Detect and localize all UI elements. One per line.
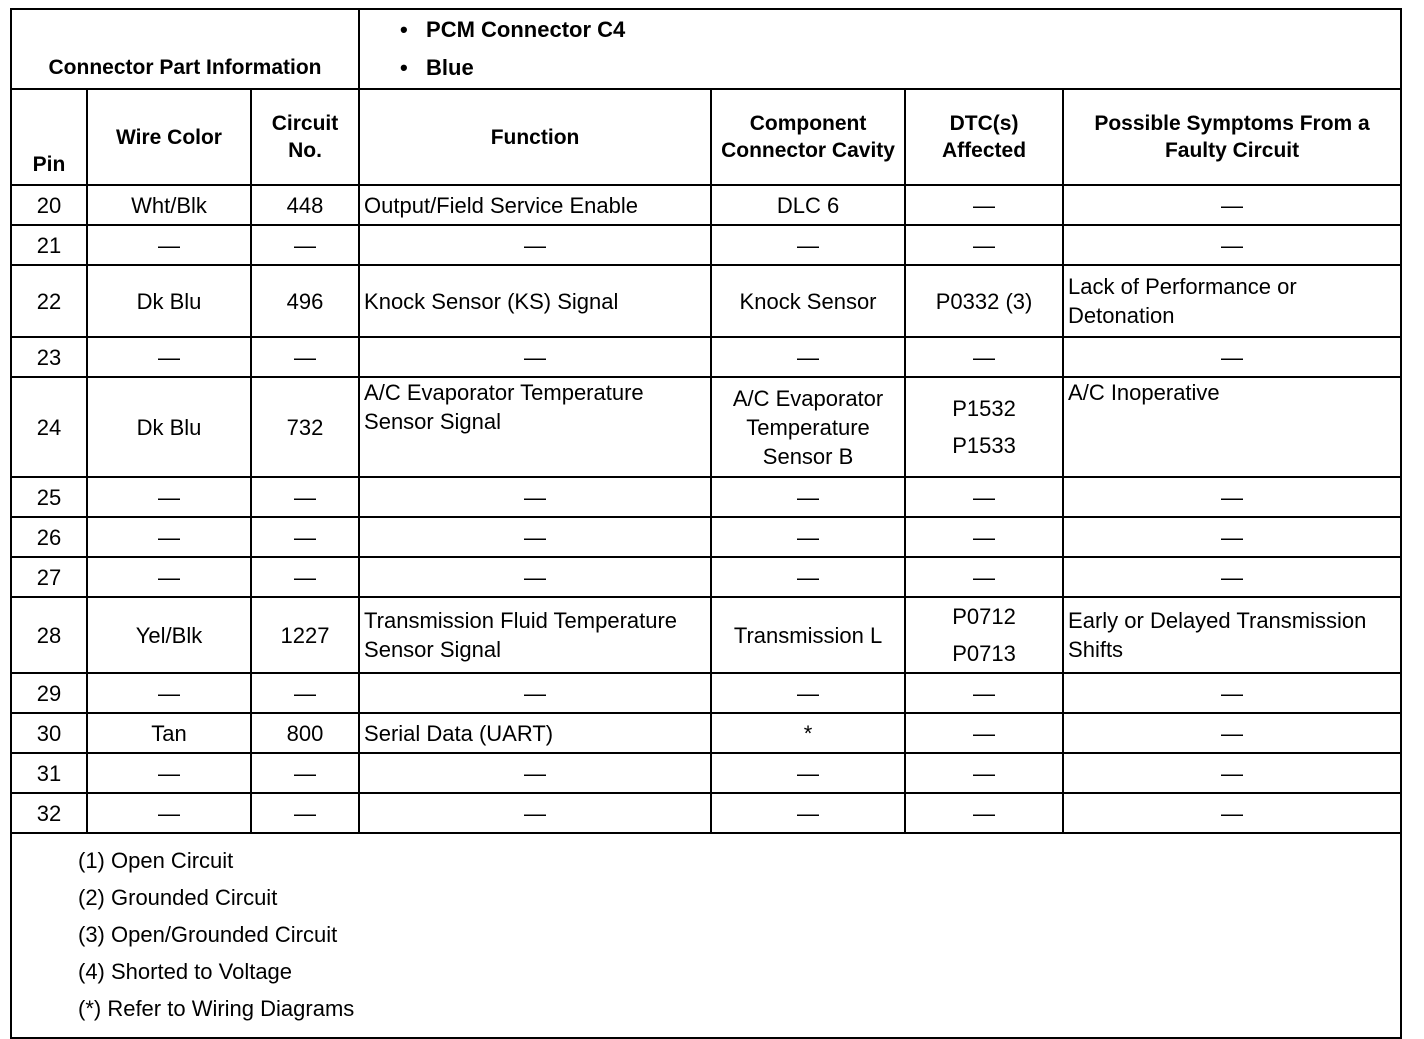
circuit-cell: — <box>251 477 359 517</box>
dtc-code: — <box>973 524 996 550</box>
dtc-code: P0713 <box>952 641 1016 666</box>
table-row <box>11 337 1401 377</box>
symptom-cell: — <box>1063 225 1401 265</box>
header-row <box>11 89 1401 185</box>
connector-table <box>10 8 1402 1039</box>
wire-color-cell: Dk Blu <box>87 265 251 337</box>
function-cell: — <box>359 337 711 377</box>
connector-color: Blue <box>426 55 474 80</box>
wire-color-cell: — <box>87 477 251 517</box>
dtc-code: — <box>973 192 996 218</box>
table-row <box>11 753 1401 793</box>
note-item: (2) Grounded Circuit <box>78 885 278 910</box>
circuit-cell: 800 <box>251 713 359 753</box>
dtc-cell <box>905 185 1063 225</box>
table-row <box>11 793 1401 833</box>
pin-cell: 21 <box>11 225 87 265</box>
function-cell: — <box>359 477 711 517</box>
function-cell: — <box>359 673 711 713</box>
table-row <box>11 477 1401 517</box>
wire-color-cell: — <box>87 517 251 557</box>
table-row <box>11 517 1401 557</box>
dtc-cell <box>905 477 1063 517</box>
bullet-icon: • <box>400 55 408 80</box>
circuit-cell: — <box>251 753 359 793</box>
note-item: (*) Refer to Wiring Diagrams <box>78 996 355 1021</box>
wire-color-cell: Dk Blu <box>87 377 251 477</box>
wire-color-cell: — <box>87 557 251 597</box>
circuit-cell: — <box>251 557 359 597</box>
pin-cell: 20 <box>11 185 87 225</box>
dtc-code: P1533 <box>952 433 1016 458</box>
cavity-cell: Knock Sensor <box>711 265 905 337</box>
cavity-cell: A/C Evaporator Temperature Sensor B <box>711 377 905 477</box>
cavity-cell: — <box>711 477 905 517</box>
dtc-cell <box>905 225 1063 265</box>
cavity-cell: — <box>711 673 905 713</box>
table-row <box>11 265 1401 337</box>
dtc-code: — <box>973 760 996 786</box>
dtc-cell <box>905 753 1063 793</box>
dtc-code: — <box>973 800 996 826</box>
dtc-code: P1532 <box>952 396 1016 421</box>
function-cell: Serial Data (UART) <box>359 713 711 753</box>
symptom-cell: A/C Inoperative <box>1063 377 1401 477</box>
wire-color-cell: Yel/Blk <box>87 597 251 673</box>
symptom-cell: — <box>1063 793 1401 833</box>
pin-cell: 26 <box>11 517 87 557</box>
function-cell: — <box>359 517 711 557</box>
wire-color-cell: — <box>87 753 251 793</box>
wire-color-cell: — <box>87 793 251 833</box>
bullet-icon: • <box>400 17 408 42</box>
function-cell: Knock Sensor (KS) Signal <box>359 265 711 337</box>
circuit-cell: — <box>251 337 359 377</box>
cavity-cell: — <box>711 225 905 265</box>
pin-cell: 24 <box>11 377 87 477</box>
pin-cell: 25 <box>11 477 87 517</box>
wire-color-cell: Tan <box>87 713 251 753</box>
function-cell: — <box>359 557 711 597</box>
header-pin: Pin <box>11 89 87 185</box>
table-row <box>11 185 1401 225</box>
wire-color-cell: Wht/Blk <box>87 185 251 225</box>
cavity-cell: * <box>711 713 905 753</box>
dtc-cell <box>905 517 1063 557</box>
note-item: (1) Open Circuit <box>78 848 234 873</box>
header-circuit-no: Circuit No. <box>251 89 359 185</box>
circuit-cell: — <box>251 225 359 265</box>
symptom-cell: — <box>1063 557 1401 597</box>
pin-cell: 30 <box>11 713 87 753</box>
symptom-cell: — <box>1063 753 1401 793</box>
dtc-code: — <box>973 564 996 590</box>
connector-info-row <box>11 9 1401 89</box>
header-function: Function <box>359 89 711 185</box>
dtc-cell <box>905 337 1063 377</box>
circuit-cell: — <box>251 673 359 713</box>
symptom-cell: — <box>1063 673 1401 713</box>
table-row <box>11 673 1401 713</box>
function-cell: Transmission Fluid Temperature Sensor Signal <box>359 597 711 673</box>
header-component-cavity: Component Connector Cavity <box>711 89 905 185</box>
connector-document <box>10 8 1400 1039</box>
circuit-cell: — <box>251 793 359 833</box>
dtc-cell <box>905 557 1063 597</box>
cavity-cell: — <box>711 753 905 793</box>
pin-cell: 23 <box>11 337 87 377</box>
connector-info-item <box>400 49 1396 87</box>
function-cell: A/C Evaporator Temperature Sensor Signal <box>359 377 711 477</box>
symptom-cell: — <box>1063 477 1401 517</box>
symptom-cell: — <box>1063 337 1401 377</box>
dtc-cell <box>905 793 1063 833</box>
connector-name: PCM Connector C4 <box>426 17 626 42</box>
circuit-cell: 496 <box>251 265 359 337</box>
dtc-code: — <box>973 680 996 706</box>
table-row <box>11 377 1401 477</box>
dtc-cell <box>905 713 1063 753</box>
header-wire-color: Wire Color <box>87 89 251 185</box>
cavity-cell: — <box>711 793 905 833</box>
cavity-cell: — <box>711 337 905 377</box>
symptom-cell: — <box>1063 517 1401 557</box>
pin-cell: 32 <box>11 793 87 833</box>
header-dtcs: DTC(s) Affected <box>905 89 1063 185</box>
table-row <box>11 557 1401 597</box>
pin-cell: 22 <box>11 265 87 337</box>
notes-row <box>11 833 1401 1038</box>
dtc-code: — <box>973 232 996 258</box>
pin-cell: 31 <box>11 753 87 793</box>
header-symptoms: Possible Symptoms From a Faulty Circuit <box>1063 89 1401 185</box>
circuit-cell: 448 <box>251 185 359 225</box>
table-row <box>11 597 1401 673</box>
cavity-cell: DLC 6 <box>711 185 905 225</box>
function-cell: — <box>359 225 711 265</box>
cavity-cell: Transmission L <box>711 597 905 673</box>
table-row <box>11 225 1401 265</box>
notes-cell <box>11 833 1401 1038</box>
dtc-cell <box>905 673 1063 713</box>
pin-cell: 27 <box>11 557 87 597</box>
function-cell: — <box>359 793 711 833</box>
note-item: (4) Shorted to Voltage <box>78 959 293 984</box>
wire-color-cell: — <box>87 673 251 713</box>
circuit-cell: — <box>251 517 359 557</box>
dtc-code: — <box>973 344 996 370</box>
wire-color-cell: — <box>87 337 251 377</box>
dtc-cell <box>905 377 1063 477</box>
symptom-cell: Early or Delayed Transmission Shifts <box>1063 597 1401 673</box>
symptom-cell: Lack of Performance or Detonation <box>1063 265 1401 337</box>
table-row <box>11 713 1401 753</box>
dtc-cell <box>905 597 1063 673</box>
symptom-cell: — <box>1063 713 1401 753</box>
function-cell: Output/Field Service Enable <box>359 185 711 225</box>
connector-info-item <box>400 11 1396 49</box>
function-cell: — <box>359 753 711 793</box>
dtc-code: — <box>973 720 996 746</box>
dtc-code: P0332 (3) <box>935 288 1033 314</box>
connector-info-list <box>359 9 1401 89</box>
wire-color-cell: — <box>87 225 251 265</box>
dtc-cell <box>905 265 1063 337</box>
cavity-cell: — <box>711 557 905 597</box>
dtc-code: — <box>973 484 996 510</box>
symptom-cell: — <box>1063 185 1401 225</box>
cavity-cell: — <box>711 517 905 557</box>
pin-cell: 28 <box>11 597 87 673</box>
circuit-cell: 1227 <box>251 597 359 673</box>
circuit-cell: 732 <box>251 377 359 477</box>
note-item: (3) Open/Grounded Circuit <box>78 922 338 947</box>
dtc-code: P0712 <box>952 604 1016 629</box>
connector-info-label: Connector Part Information <box>11 9 359 89</box>
pin-cell: 29 <box>11 673 87 713</box>
